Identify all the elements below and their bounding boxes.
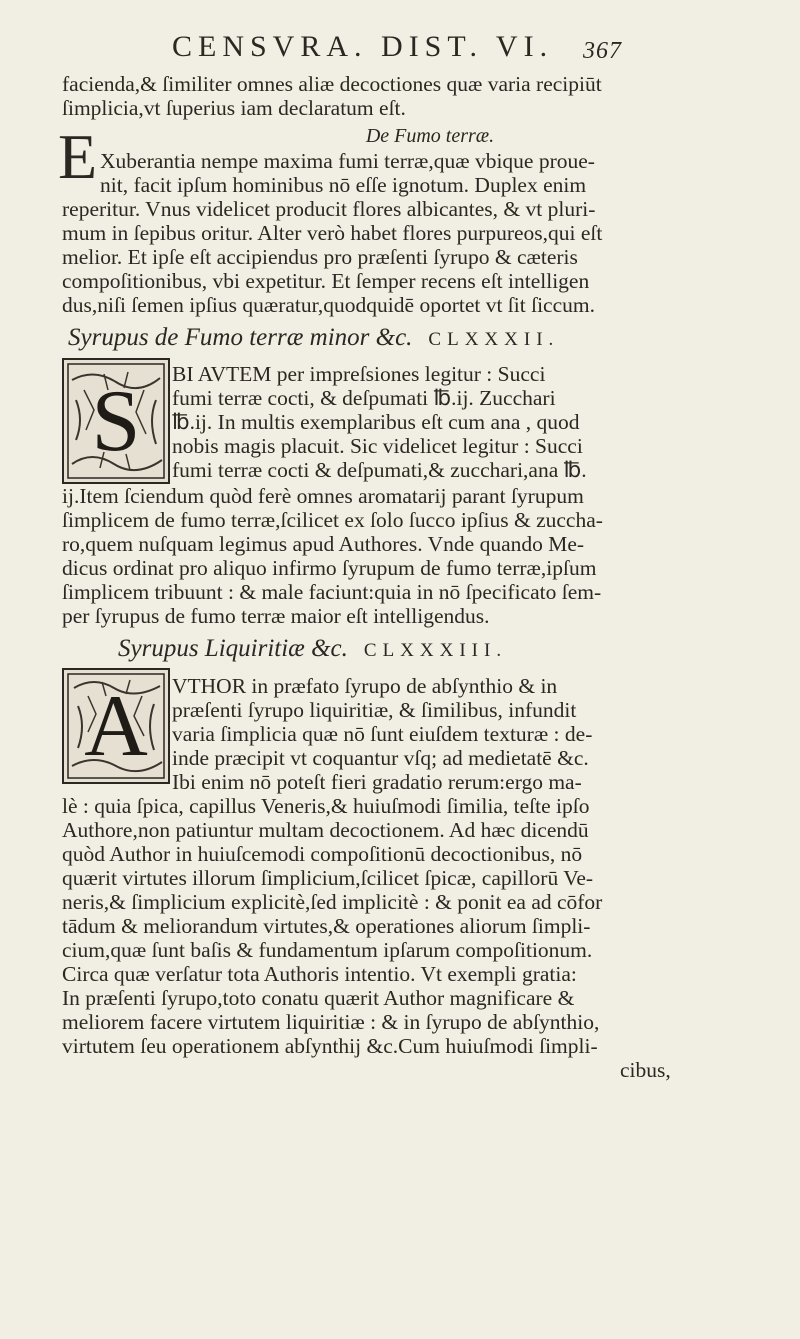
text-line: BI AVTEM per impreſsiones legitur : Succi — [172, 362, 546, 386]
text-line: ℔.ij. In multis exemplaribus eſt cum ana , quod — [172, 410, 580, 434]
text-line: melior. Et ipſe eſt accipiendus pro præſenti ſyrupo & cæteris — [62, 245, 578, 269]
text-line: Xuberantia nempe maxima fumi terræ,quæ vbique proue- — [100, 149, 595, 173]
text-line: compoſitionibus, vbi expetitur. Et ſemper recens eſt intelligen — [62, 269, 590, 293]
text-line: dicus ordinat pro aliquo infirmo ſyrupum de fumo terræ,ipſum — [62, 556, 597, 580]
section-heading-syrupus-fumo — [68, 326, 768, 352]
text-line: nobis magis placuit. Sic videlicet legitur : Succi — [172, 434, 583, 458]
text-line: ſimplicem tribuunt : & male faciunt:quia in nō ſpecificato ſem- — [62, 580, 602, 604]
text-line: Ibi enim nō poteſt fieri gradatio rerum:ergo ma- — [172, 770, 582, 794]
text-line: lè : quia ſpica, capillus Veneris,& huiuſmodi ſimilia, teſte ipſo — [62, 794, 590, 818]
text-line: ro,quem nuſquam legimus apud Authores. Vnde quando Me- — [62, 532, 585, 556]
text-line: mum in ſepibus oritur. Alter verò habet flores purpureos,qui eſt — [62, 221, 603, 245]
text-line: virtutem ſeu operationem abſynthij &c.Cum huiuſmodi ſimpli- — [62, 1034, 598, 1058]
text-line: fumi terræ cocti & deſpumati,& zucchari,ana ℔. — [172, 458, 587, 482]
heading-number: CLXXXIII. — [363, 640, 508, 661]
drop-cap-e: E — [58, 121, 98, 192]
text-line: nit, facit ipſum hominibus nō eſſe ignotum. Duplex enim — [100, 173, 587, 197]
page-number: 367 — [583, 38, 622, 64]
drop-cap-s: S — [91, 372, 141, 470]
text-line: ſimplicem de fumo terræ,ſcilicet ex ſolo ſucco ipſius & zuccha- — [62, 508, 603, 532]
text-line: VTHOR in præfato ſyrupo de abſynthio & in — [172, 674, 558, 698]
text-line: inde præcipit vt coquantur vſq; ad medietatē &c. — [172, 746, 589, 770]
running-head — [150, 30, 710, 70]
section-heading-syrupus-liquiritiae — [118, 637, 800, 663]
text-line: dus,niſi ſemen ipſius quæratur,quodquidē oportet vt ſit ſiccum. — [62, 293, 595, 317]
drop-cap-a: A — [84, 677, 148, 775]
text-line: In præſenti ſyrupo,toto conatu quærit Author magnificare & — [62, 986, 575, 1010]
text-line: per ſyrupus de fumo terræ maior eſt intelligendus. — [62, 604, 490, 628]
catchword: cibus, — [620, 1058, 671, 1082]
text-line: fumi terræ cocti, & deſpumati ℔.ij. Zucchari — [172, 386, 556, 410]
text-line: tādum & meliorandum virtutes,& operationes aliorum ſimpli- — [62, 914, 591, 938]
heading-title: Syrupus Liquiritiæ &c. — [118, 635, 348, 662]
text-line: neris,& ſimplicium explicitè,ſed implicitè : & ponit ea ad cōfor — [62, 890, 603, 914]
text-line: præſenti ſyrupo liquiritiæ, & ſimilibus, infundit — [172, 698, 577, 722]
intro-line: facienda,& ſimiliter omnes aliæ decoctiones quæ varia recipiūt — [62, 72, 602, 96]
text-line: Authore,non patiuntur multam decoctionem. Ad hæc dicendū — [62, 818, 589, 842]
text-line: varia ſimplicia quæ nō ſunt eiuſdem texturæ : de- — [172, 722, 593, 746]
heading-title: Syrupus de Fumo terræ minor &c. — [68, 324, 413, 351]
text-line: meliorem facere virtutem liquiritiæ : & in ſyrupo de abſynthio, — [62, 1010, 600, 1034]
text-line: quærit virtutes illorum ſimplicium,ſcilicet ſpicæ, capillorū Ve- — [62, 866, 594, 890]
running-title: CENSVRA. DIST. VI. — [172, 30, 554, 63]
heading-number: CLXXXII. — [428, 329, 560, 350]
text-line: reperitur. Vnus videlicet producit flores albicantes, & vt pluri- — [62, 197, 596, 221]
text-line: ij.Item ſciendum quòd ferè omnes aromatarij parant ſyrupum — [62, 484, 584, 508]
intro-line: ſimplicia,vt ſuperius iam declaratum eſt. — [62, 96, 406, 120]
woodcut-initial-a — [62, 668, 170, 784]
text-line: quòd Author in huiuſcemodi compoſitionū decoctionibus, nō — [62, 842, 583, 866]
text-line: Circa quæ verſatur tota Authoris intentio. Vt exempli gratia: — [62, 962, 577, 986]
text-line: cium,quæ ſunt baſis & fundamentum ipſarum compoſitionum. — [62, 938, 593, 962]
section-title-fumaria: De Fumo terræ. — [365, 125, 495, 147]
woodcut-initial-s — [62, 358, 170, 484]
